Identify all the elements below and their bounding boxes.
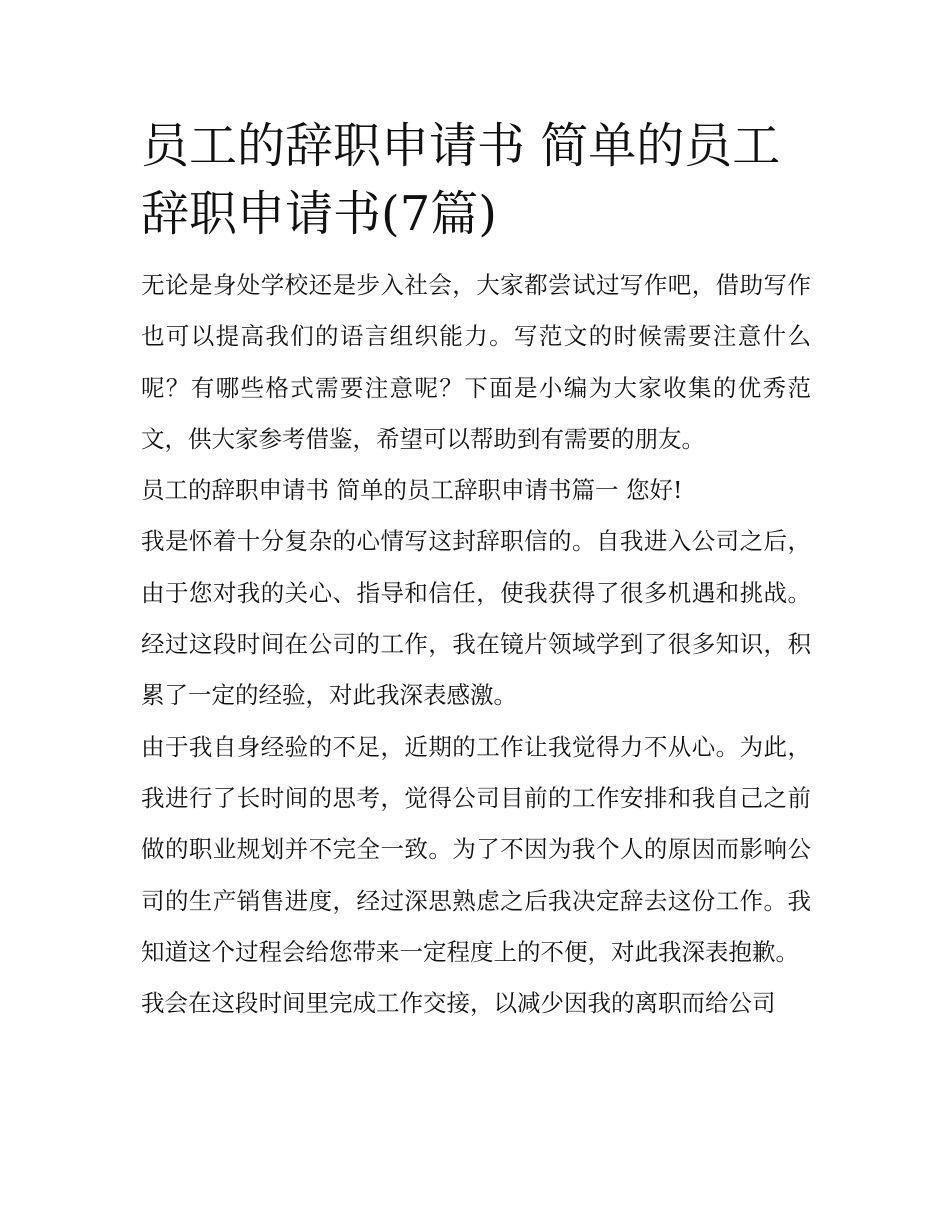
paragraph-reason: 由于我自身经验的不足，近期的工作让我觉得力不从心。为此，我进行了长时间的思考，觉得公司目前的工作安排和我自己之前做的职业规划并不完全一致。为了不因为我个人的原因而影响公司的生产销售进度，经过深思熟虑之后我决定辞去这份工作。我知道这个过程会给您带来一定程度上的不便，对此我深表抱歉。 bbox=[141, 732, 811, 966]
paragraph-greeting: 员工的辞职申请书 简单的员工辞职申请书篇一 您好! bbox=[141, 476, 683, 505]
document-title: 员工的辞职申请书 简单的员工辞职申请书(7篇) bbox=[141, 118, 781, 242]
paragraph-intro: 无论是身处学校还是步入社会，大家都尝试过写作吧，借助写作也可以提高我们的语言组织能力。写范文的时候需要注意什么呢？有哪些格式需要注意呢？下面是小编为大家收集的优秀范文，供大家参考借鉴，希望可以帮助到有需要的朋友。 bbox=[141, 271, 811, 453]
paragraph-gratitude: 我是怀着十分复杂的心情写这封辞职信的。自我进入公司之后，由于您对我的关心、指导和信任，使我获得了很多机遇和挑战。经过这段时间在公司的工作，我在镜片领域学到了很多知识，积累了一定的经验，对此我深表感激。 bbox=[141, 527, 811, 710]
document-page bbox=[141, 112, 811, 1029]
paragraph-handover: 我会在这段时间里完成工作交接，以减少因我的离职而给公司 bbox=[141, 989, 776, 1018]
